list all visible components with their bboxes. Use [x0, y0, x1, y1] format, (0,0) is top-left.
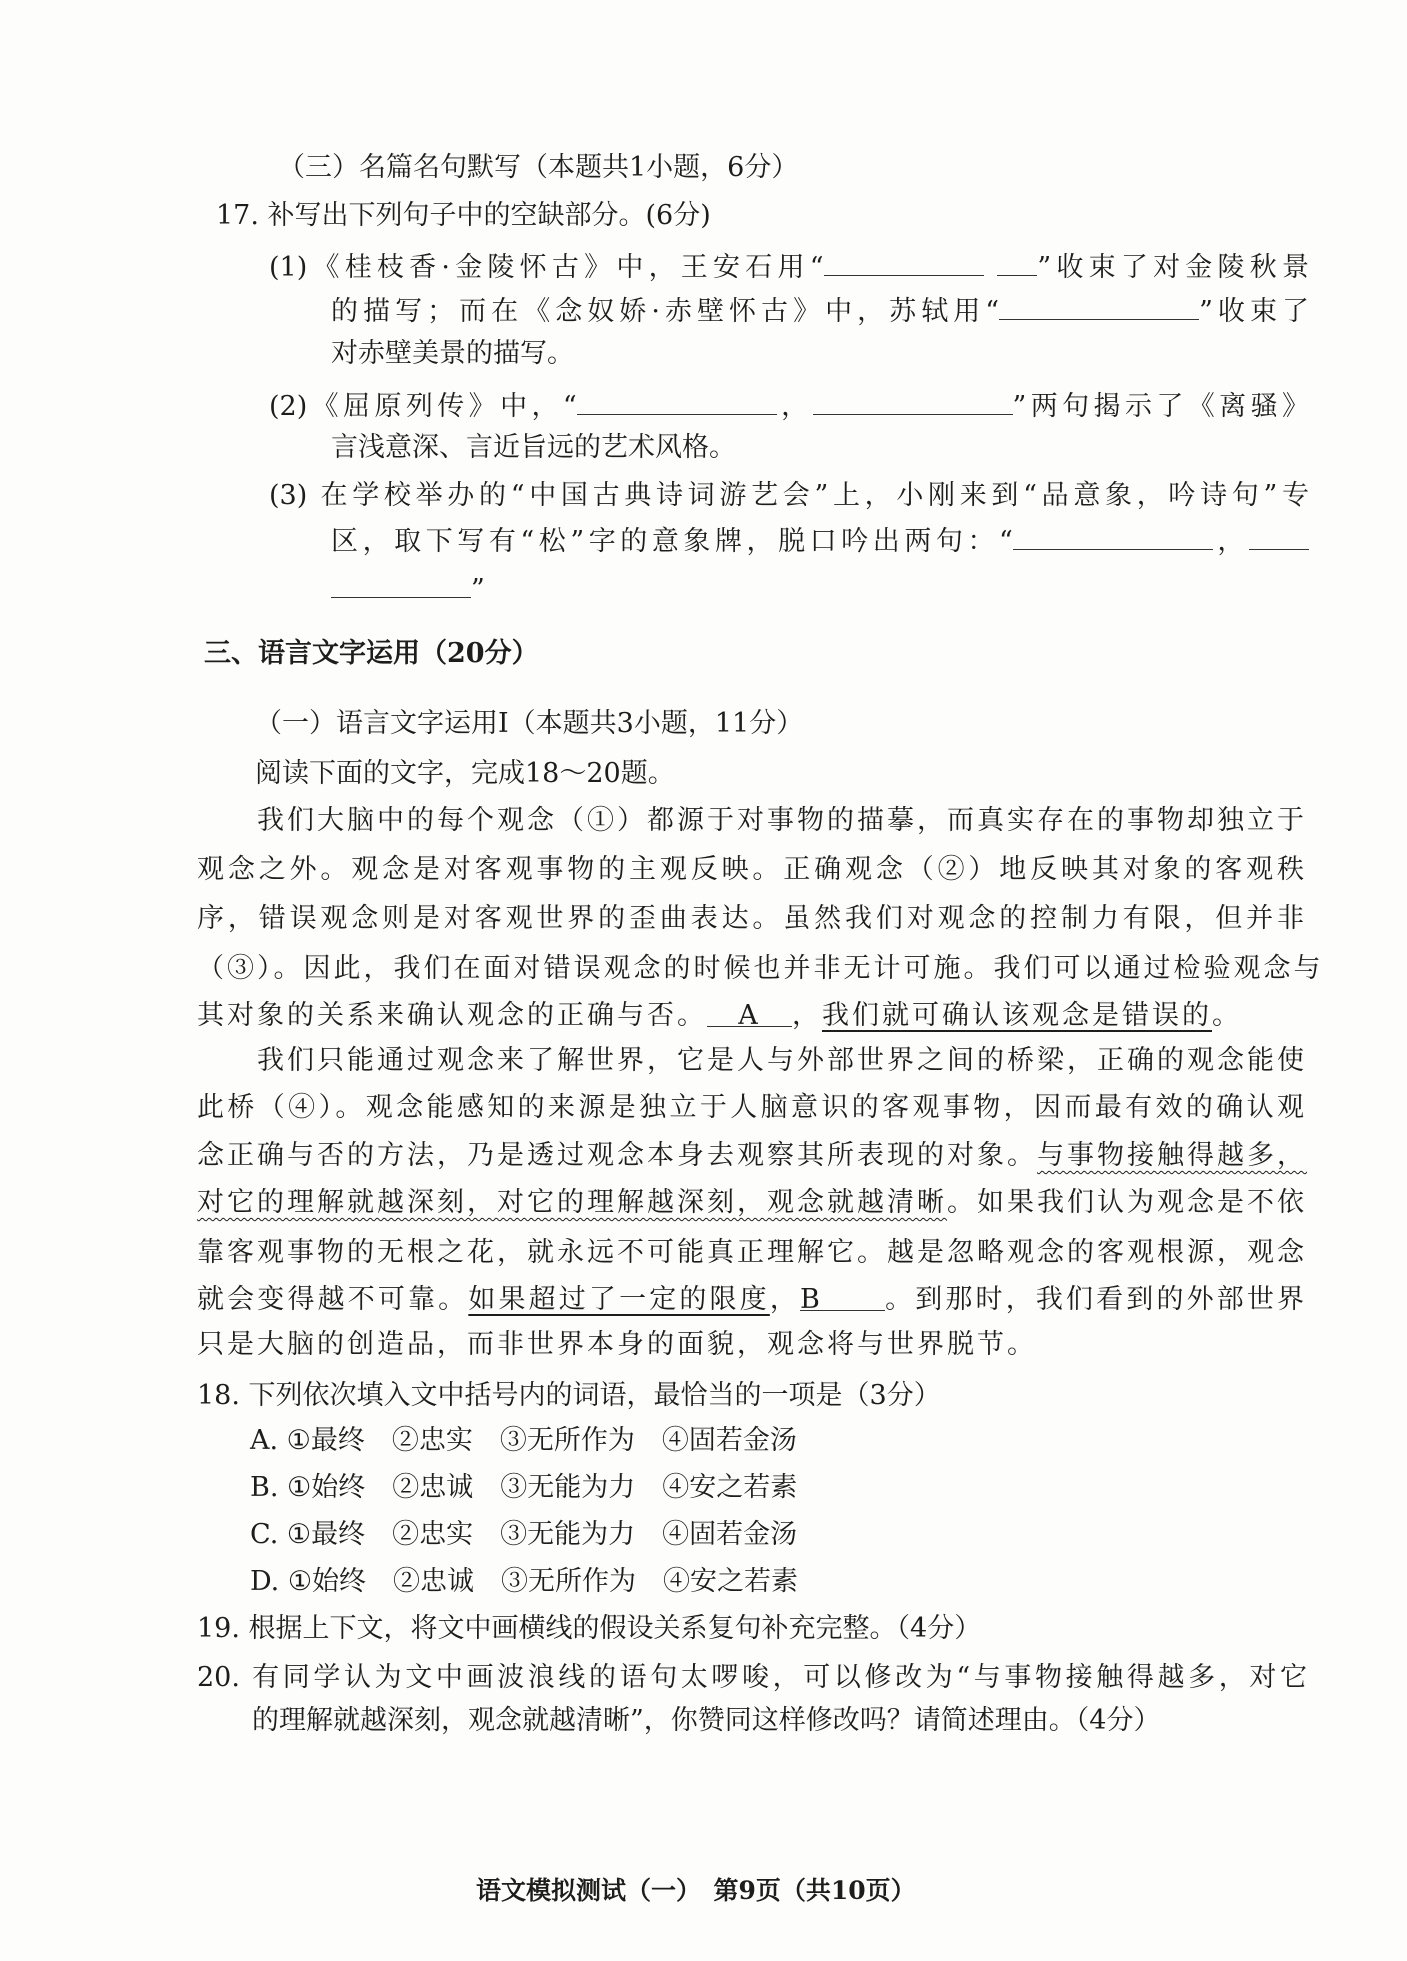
text-segment: 区，取下写有“松”字的意象牌，脱口吟出两句：“ — [331, 526, 1013, 557]
text-line — [197, 901, 1307, 937]
text-segment: 对赤壁美景的描写。 — [331, 338, 574, 369]
text-segment: 其对象的关系来确认观念的正确与否。 — [197, 1000, 707, 1031]
text-line — [216, 198, 711, 234]
answer-blank[interactable] — [997, 247, 1037, 276]
answer-blank[interactable]: A — [707, 998, 792, 1027]
text-line — [197, 1660, 1307, 1696]
text-segment: ”收束了 — [1199, 296, 1309, 327]
text-segment: 19. 根据上下文，将文中画横线的假设关系复句补充完整。（4分） — [197, 1613, 982, 1644]
text-segment: 的描写；而在《念奴娇·赤壁怀古》中，苏轼用“ — [331, 296, 1000, 327]
text-line — [331, 569, 485, 608]
wavy-underlined-text: 对它的理解就越深刻，对它的理解越深刻，观念就越清晰 — [197, 1187, 947, 1218]
text-line — [252, 1703, 1160, 1739]
text-segment: 序，错误观念则是对客观世界的歪曲表达。虽然我们对观念的控制力有限，但并非 — [197, 903, 1307, 934]
text-line — [331, 430, 736, 466]
text-segment: 念正确与否的方法，乃是透过观念本身去观察其所表现的对象。 — [197, 1140, 1037, 1171]
text-line — [197, 1090, 1307, 1126]
text-line — [197, 1043, 1307, 1079]
text-line — [278, 150, 798, 186]
answer-blank[interactable] — [1013, 521, 1213, 550]
answer-blank[interactable] — [331, 569, 471, 598]
answer-blank[interactable] — [999, 291, 1199, 320]
text-line — [197, 998, 1242, 1034]
text-segment: 阅读下面的文字，完成18～20题。 — [255, 758, 675, 789]
text-segment: ”收束了对金陵秋景 — [1037, 252, 1309, 283]
text-segment — [984, 252, 998, 283]
text-segment: 观念之外。观念是对客观事物的主观反映。正确观念（②）地反映其对象的客观秩 — [197, 854, 1307, 885]
text-segment: 的理解就越深刻，观念就越清晰”，你赞同这样修改吗？请简述理由。（4分） — [252, 1705, 1161, 1736]
text-line — [197, 1378, 941, 1414]
page-footer: 语文模拟测试（一） 第9页（共10页） — [476, 1876, 916, 1905]
text-segment: 我们只能通过观念来了解世界，它是人与外部世界之间的桥梁，正确的观念能使 — [197, 1045, 1307, 1076]
text-segment: ， — [776, 391, 813, 422]
text-segment: 就会变得越不可靠。 — [197, 1284, 469, 1315]
text-segment: ， — [792, 1000, 822, 1031]
text-line — [331, 291, 1309, 330]
text-line — [197, 1185, 1307, 1221]
text-line — [250, 1423, 797, 1459]
text-segment: 20. 有同学认为文中画波浪线的语句太啰唆，可以修改为“与事物接触得越多，对它 — [197, 1662, 1307, 1693]
text-line — [197, 1611, 981, 1647]
text-line — [197, 1138, 1307, 1174]
wavy-underlined-text: 与事物接触得越多， — [1037, 1140, 1307, 1171]
text-segment: 17. 补写出下列句子中的空缺部分。(6分) — [216, 200, 711, 231]
text-segment: A. ①最终 ②忠实 ③无所作为 ④固若金汤 — [250, 1425, 797, 1456]
text-line — [269, 386, 1309, 425]
text-segment: （三）名篇名句默写（本题共1小题，6分） — [278, 152, 799, 183]
text-line — [250, 1517, 797, 1553]
text-segment: 三、语言文字运用（20分） — [204, 638, 539, 669]
text-segment: （一）语言文字运用Ⅰ（本题共3小题，11分） — [255, 708, 804, 739]
text-segment: 18. 下列依次填入文中括号内的词语，最恰当的一项是（3分） — [197, 1380, 941, 1411]
text-segment: 只是大脑的创造品，而非世界本身的面貌，观念将与世界脱节。 — [197, 1329, 1037, 1360]
text-line — [331, 521, 1309, 560]
text-segment: 此桥（④）。观念能感知的来源是独立于人脑意识的客观事物，因而最有效的确认观 — [197, 1092, 1307, 1123]
text-segment: (3) 在学校举办的“中国古典诗词游艺会”上，小刚来到“品意象，吟诗句”专 — [269, 480, 1309, 511]
text-line — [197, 1327, 1037, 1363]
answer-blank[interactable]: B — [800, 1282, 885, 1311]
text-segment: 靠客观事物的无根之花，就永远不可能真正理解它。越是忽略观念的客观根源，观念 — [197, 1237, 1307, 1268]
answer-blank[interactable] — [813, 386, 1013, 415]
text-segment: (1)《桂枝香·金陵怀古》中，王安石用“ — [269, 252, 824, 283]
text-segment: 我们大脑中的每个观念（①）都源于对事物的描摹，而真实存在的事物却独立于 — [197, 805, 1307, 836]
text-segment: 。 — [1212, 1000, 1242, 1031]
text-line — [197, 1282, 1307, 1318]
text-segment: (2)《屈原列传》中，“ — [269, 391, 577, 422]
text-segment: B. ①始终 ②忠诚 ③无能为力 ④安之若素 — [250, 1472, 798, 1503]
text-line — [197, 803, 1307, 839]
text-segment: D. ①始终 ②忠诚 ③无所作为 ④安之若素 — [250, 1566, 799, 1597]
text-line — [269, 478, 1309, 514]
text-line — [250, 1564, 798, 1600]
answer-blank[interactable] — [1249, 521, 1309, 550]
text-segment: ”两句揭示了《离骚》 — [1012, 391, 1309, 422]
underlined-text: 我们就可确认该观念是错误的 — [822, 1000, 1212, 1031]
underlined-text: 如果超过了一定的限度 — [468, 1284, 770, 1315]
text-line — [197, 951, 1324, 987]
text-segment: 言浅意深、言近旨远的艺术风格。 — [331, 432, 736, 463]
text-segment: ” — [471, 574, 485, 605]
text-line — [269, 247, 1309, 286]
answer-blank[interactable] — [577, 386, 777, 415]
answer-blank[interactable] — [824, 247, 984, 276]
text-segment: 。到那时，我们看到的外部世界 — [884, 1284, 1308, 1315]
text-line — [255, 706, 803, 742]
text-segment: （③）。因此，我们在面对错误观念的时候也并非无计可施。我们可以通过检验观念与 — [197, 953, 1324, 984]
text-segment: ， — [769, 1284, 800, 1315]
text-segment: ， — [1212, 526, 1249, 557]
text-line — [255, 756, 675, 792]
text-line — [197, 1235, 1307, 1271]
text-line — [331, 336, 574, 372]
text-segment: C. ①最终 ②忠实 ③无能为力 ④固若金汤 — [250, 1519, 798, 1550]
text-line — [204, 636, 539, 672]
text-line — [197, 852, 1307, 888]
text-line — [250, 1470, 797, 1506]
text-segment: 。如果我们认为观念是不依 — [947, 1187, 1307, 1218]
